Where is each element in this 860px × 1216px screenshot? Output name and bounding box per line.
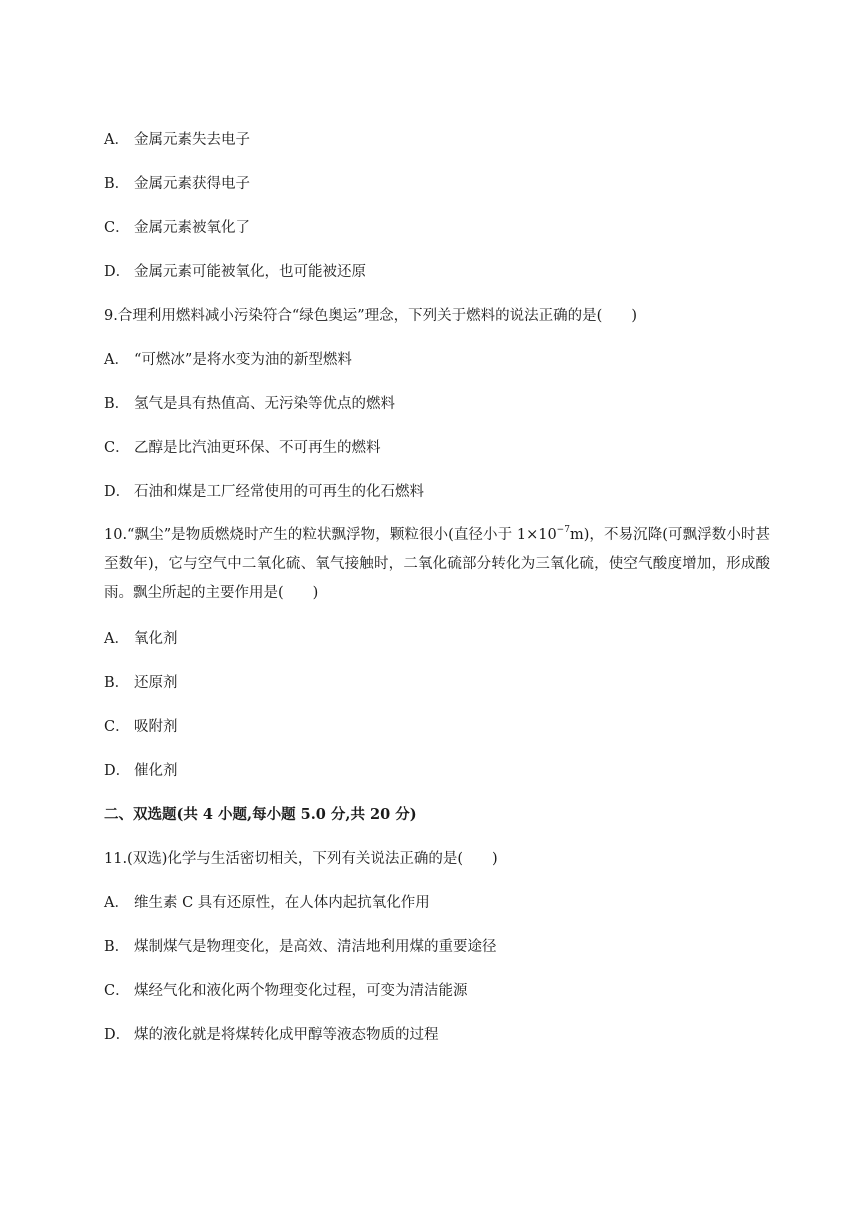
option-letter: C． bbox=[104, 440, 130, 456]
option-text: 氢气是具有热值高、无污染等优点的燃料 bbox=[134, 396, 395, 412]
option-letter: D． bbox=[104, 264, 131, 280]
q9-option-a bbox=[104, 350, 764, 370]
option-text: 吸附剂 bbox=[134, 719, 178, 735]
q10-stem-part2: m)，不易沉降(可飘浮数小时甚至数年)，它与空气中二氧化硫、氧气接触时，二氧化硫部分转化为三氧化硫，使空气酸度增加，形成酸雨。飘尘所起的主要作用是( ) bbox=[104, 527, 770, 601]
option-text: 金属元素获得电子 bbox=[134, 176, 250, 192]
option-text: 催化剂 bbox=[134, 763, 178, 779]
q9-stem: 9.合理利用燃料减小污染符合“绿色奥运”理念，下列关于燃料的说法正确的是( ) bbox=[104, 308, 637, 324]
option-text: 金属元素可能被氧化，也可能被还原 bbox=[134, 264, 366, 280]
option-letter: D． bbox=[104, 1027, 131, 1043]
q8-option-a bbox=[104, 130, 764, 150]
option-text: 金属元素失去电子 bbox=[134, 132, 250, 148]
option-letter: A． bbox=[104, 132, 129, 148]
option-text: 煤经气化和液化两个物理变化过程，可变为清洁能源 bbox=[134, 983, 468, 999]
q11-option-c bbox=[104, 981, 764, 1001]
option-letter: D． bbox=[104, 484, 131, 500]
q11-stem: 11.(双选)化学与生活密切相关，下列有关说法正确的是( ) bbox=[104, 851, 498, 867]
q9-option-c bbox=[104, 438, 764, 458]
option-letter: C． bbox=[104, 983, 130, 999]
option-letter: A． bbox=[104, 631, 129, 647]
option-letter: B． bbox=[104, 939, 130, 955]
option-letter: B． bbox=[104, 176, 130, 192]
q11-option-b bbox=[104, 937, 764, 957]
option-text: 还原剂 bbox=[134, 675, 178, 691]
option-text: 乙醇是比汽油更环保、不可再生的燃料 bbox=[134, 440, 381, 456]
q10-option-a bbox=[104, 629, 764, 649]
q10-option-d bbox=[104, 761, 764, 781]
option-letter: A． bbox=[104, 352, 129, 368]
option-letter: B． bbox=[104, 396, 130, 412]
q10-option-b bbox=[104, 673, 764, 693]
option-letter: B． bbox=[104, 675, 130, 691]
option-text: 煤的液化就是将煤转化成甲醇等液态物质的过程 bbox=[134, 1027, 439, 1043]
q11-option-d bbox=[104, 1025, 764, 1045]
section-heading: 二、双选题(共 4 小题,每小题 5.0 分,共 20 分) bbox=[104, 806, 417, 823]
option-text: 金属元素被氧化了 bbox=[134, 220, 250, 236]
option-text: 氧化剂 bbox=[134, 631, 178, 647]
q10-option-c bbox=[104, 717, 764, 737]
option-text: 维生素 C 具有还原性，在人体内起抗氧化作用 bbox=[134, 895, 430, 911]
q11-option-a bbox=[104, 893, 764, 913]
option-text: “可燃冰”是将水变为油的新型燃料 bbox=[134, 352, 352, 368]
q9-option-d bbox=[104, 482, 764, 502]
option-text: 石油和煤是工厂经常使用的可再生的化石燃料 bbox=[134, 484, 424, 500]
option-letter: A． bbox=[104, 895, 129, 911]
q8-option-d bbox=[104, 262, 764, 282]
q8-option-b bbox=[104, 174, 764, 194]
q9-option-b bbox=[104, 394, 764, 414]
option-letter: D． bbox=[104, 763, 131, 779]
option-text: 煤制煤气是物理变化，是高效、清洁地利用煤的重要途径 bbox=[134, 939, 497, 955]
option-letter: C． bbox=[104, 220, 130, 236]
q10-stem bbox=[104, 521, 770, 608]
q10-stem-part1: 10.“飘尘”是物质燃烧时产生的粒状飘浮物，颗粒很小(直径小于 1×10 bbox=[104, 527, 557, 543]
q8-option-c bbox=[104, 218, 764, 238]
option-letter: C． bbox=[104, 719, 130, 735]
q10-exponent: −7 bbox=[556, 525, 570, 536]
